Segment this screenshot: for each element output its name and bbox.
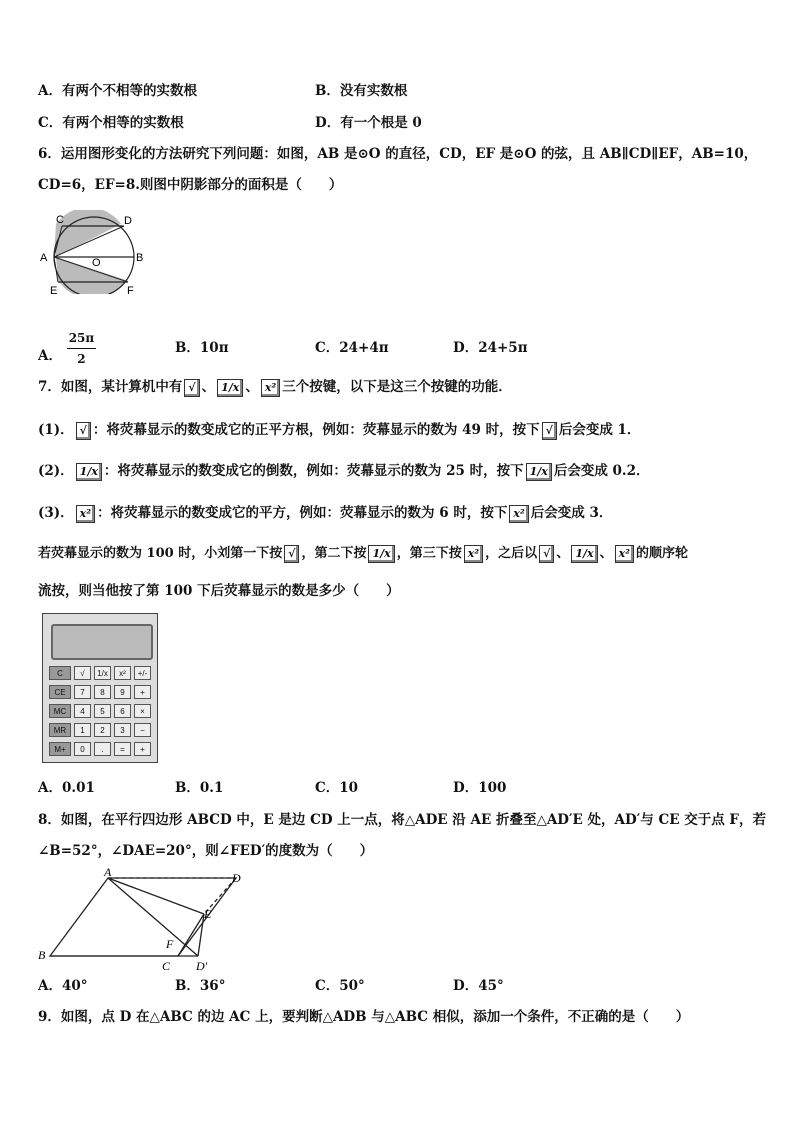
calculator-key: √: [74, 666, 91, 680]
q7-option-d: D．100: [453, 780, 507, 796]
q7-function-2: [38, 461, 650, 481]
q6-text-line1: 6．运用图形变化的方法研究下列问题：如图，AB 是⊙O 的直径，CD，EF 是⊙O 的弦，且 AB∥CD∥EF，AB=10，: [38, 146, 758, 162]
q7-intro-text: 7．如图，某计算机中有: [38, 379, 183, 395]
q8-label-d: D: [232, 871, 241, 885]
q7-q-text: ，第三下按: [396, 546, 462, 561]
q9-text-line1: 9．如图，点 D 在△ABC 的边 AC 上，要判断△ADB 与△ABC 相似，添加一个条件，不正确的是（ ）: [38, 1009, 690, 1025]
q6-option-a-prefix: A．: [38, 348, 62, 364]
q7-separator: 、: [201, 379, 216, 395]
square-key-icon: x²: [615, 545, 634, 563]
sqrt-key-icon: √: [284, 545, 299, 563]
sqrt-key-icon: √: [184, 379, 199, 397]
calculator-key: 5: [94, 704, 111, 718]
calculator-key: 3: [114, 723, 131, 737]
square-key-icon: x²: [464, 545, 483, 563]
q8-option-a: A．40°: [38, 978, 88, 994]
square-key-icon: x²: [76, 505, 95, 523]
calculator-key: .: [94, 742, 111, 756]
q8-label-a: A: [104, 866, 112, 879]
q7-separator: 、: [599, 546, 613, 561]
reciprocal-key-icon: 1/x: [217, 379, 243, 397]
q7-option-a: A．0.01: [38, 780, 95, 796]
q7-f3-index: (3)．: [38, 505, 74, 521]
q8-option-b: B．36°: [175, 978, 226, 994]
q7-f1-result: 后会变成 1．: [558, 422, 641, 438]
q6-option-a-numerator: 25π: [67, 328, 96, 349]
q6-option-d: D．24+5π: [453, 340, 528, 356]
q6-option-a-denominator: 2: [77, 352, 86, 366]
q8-text-line2: ∠B=52°，∠DAE=20°，则∠FED′的度数为（ ）: [38, 843, 374, 859]
q6-text-line2: CD=6，EF=8.则图中阴影部分的面积是（ ）: [38, 177, 343, 193]
q8-label-c: C: [162, 959, 171, 972]
calculator-key: −: [134, 723, 151, 737]
q7-intro-tail: 三个按键，以下是这三个按键的功能．: [282, 379, 512, 395]
q7-q-text: 的顺序轮: [636, 546, 689, 561]
q7-f3-text: ：将荧幕显示的数变成它的平方，例如：荧幕显示的数为 6 时，按下: [97, 505, 508, 521]
q8-text-line1: 8．如图，在平行四边形 ABCD 中，E 是边 CD 上一点，将△ADE 沿 AE 折叠至△AD′E 处，AD′与 CE 交于点 F，若: [38, 812, 767, 828]
q8-option-d: D．45°: [453, 978, 504, 994]
q8-label-f: F: [166, 937, 174, 951]
q7-f2-text: ：将荧幕显示的数变成它的倒数，例如：荧幕显示的数为 25 时，按下: [103, 463, 524, 479]
q7-q-text: 若荧幕显示的数为 100 时，小刘第一下按: [38, 546, 283, 561]
calculator-screen: [51, 624, 153, 660]
reciprocal-key-icon: 1/x: [76, 463, 102, 481]
q7-separator: 、: [556, 546, 570, 561]
q7-option-b: B．0.1: [175, 780, 224, 796]
q8-option-c: C．50°: [315, 978, 365, 994]
calculator-key: 1/x: [94, 666, 111, 680]
q7-f3-result: 后会变成 3．: [530, 505, 613, 521]
square-key-icon: x²: [261, 379, 280, 397]
calculator-key: 8: [94, 685, 111, 699]
q6-label-a: A: [40, 252, 48, 264]
q7-question-line1: [38, 544, 688, 564]
calculator-key: =: [114, 742, 131, 756]
calculator-key: 9: [114, 685, 131, 699]
q6-option-a-fraction: [67, 328, 96, 369]
calculator-key: +: [134, 685, 151, 699]
calculator-key: C: [49, 666, 71, 680]
calculator-key: 7: [74, 685, 91, 699]
q6-label-f: F: [127, 285, 134, 294]
q5-option-b: B．没有实数根: [315, 83, 408, 99]
calculator-key: CE: [49, 685, 71, 699]
q6-label-o: O: [92, 257, 101, 269]
sqrt-key-icon: √: [542, 422, 557, 440]
q6-option-b: B．10π: [175, 340, 229, 356]
calculator-key: 0: [74, 742, 91, 756]
q8-parallelogram-figure: [36, 866, 246, 972]
calculator-key: MR: [49, 723, 71, 737]
calculator-key: 2: [94, 723, 111, 737]
q7-function-1: [38, 420, 640, 440]
calculator-figure: [42, 613, 158, 763]
q6-option-c: C．24+4π: [315, 340, 389, 356]
q7-q-text: ，第二下按: [301, 546, 367, 561]
q7-option-c: C．10: [315, 780, 359, 796]
q8-label-e: E: [204, 907, 212, 921]
reciprocal-key-icon: 1/x: [368, 545, 394, 563]
q5-option-a: A．有两个不相等的实数根: [38, 83, 197, 99]
calculator-key: x²: [114, 666, 131, 680]
q6-circle-figure: [36, 210, 148, 294]
calculator-key: 6: [114, 704, 131, 718]
q6-label-c: C: [56, 214, 64, 226]
reciprocal-key-icon: 1/x: [571, 545, 597, 563]
calculator-key: ×: [134, 704, 151, 718]
q6-label-d: D: [124, 215, 132, 227]
q7-question-line2: 流按，则当他按了第 100 下后荧幕显示的数是多少（ ）: [38, 583, 400, 599]
q7-function-3: [38, 503, 612, 523]
q7-intro: [38, 377, 512, 397]
q7-separator: 、: [245, 379, 259, 395]
reciprocal-key-icon: 1/x: [526, 463, 552, 481]
q8-label-b: B: [38, 948, 46, 962]
calculator-key: 1: [74, 723, 91, 737]
sqrt-key-icon: √: [539, 545, 554, 563]
q6-label-e: E: [50, 285, 58, 294]
sqrt-key-icon: √: [76, 422, 91, 440]
square-key-icon: x²: [509, 505, 528, 523]
q8-label-d-prime: D′: [196, 959, 208, 972]
q6-option-a: [38, 331, 96, 377]
q7-f1-index: (1)．: [38, 422, 74, 438]
q7-f2-result: 后会变成 0.2．: [553, 463, 650, 479]
calculator-key: MC: [49, 704, 71, 718]
q7-f1-text: ：将荧幕显示的数变成它的正平方根，例如：荧幕显示的数为 49 时，按下: [92, 422, 540, 438]
q7-q-text: ，之后以: [485, 546, 538, 561]
q7-f2-index: (2)．: [38, 463, 74, 479]
calculator-key: +: [134, 742, 151, 756]
q6-label-b: B: [136, 252, 144, 264]
calculator-key: 4: [74, 704, 91, 718]
q5-option-c: C．有两个相等的实数根: [38, 115, 184, 131]
q5-option-d: D．有一个根是 0: [315, 115, 422, 131]
calculator-key: M+: [49, 742, 71, 756]
calculator-key: +/-: [134, 666, 151, 680]
